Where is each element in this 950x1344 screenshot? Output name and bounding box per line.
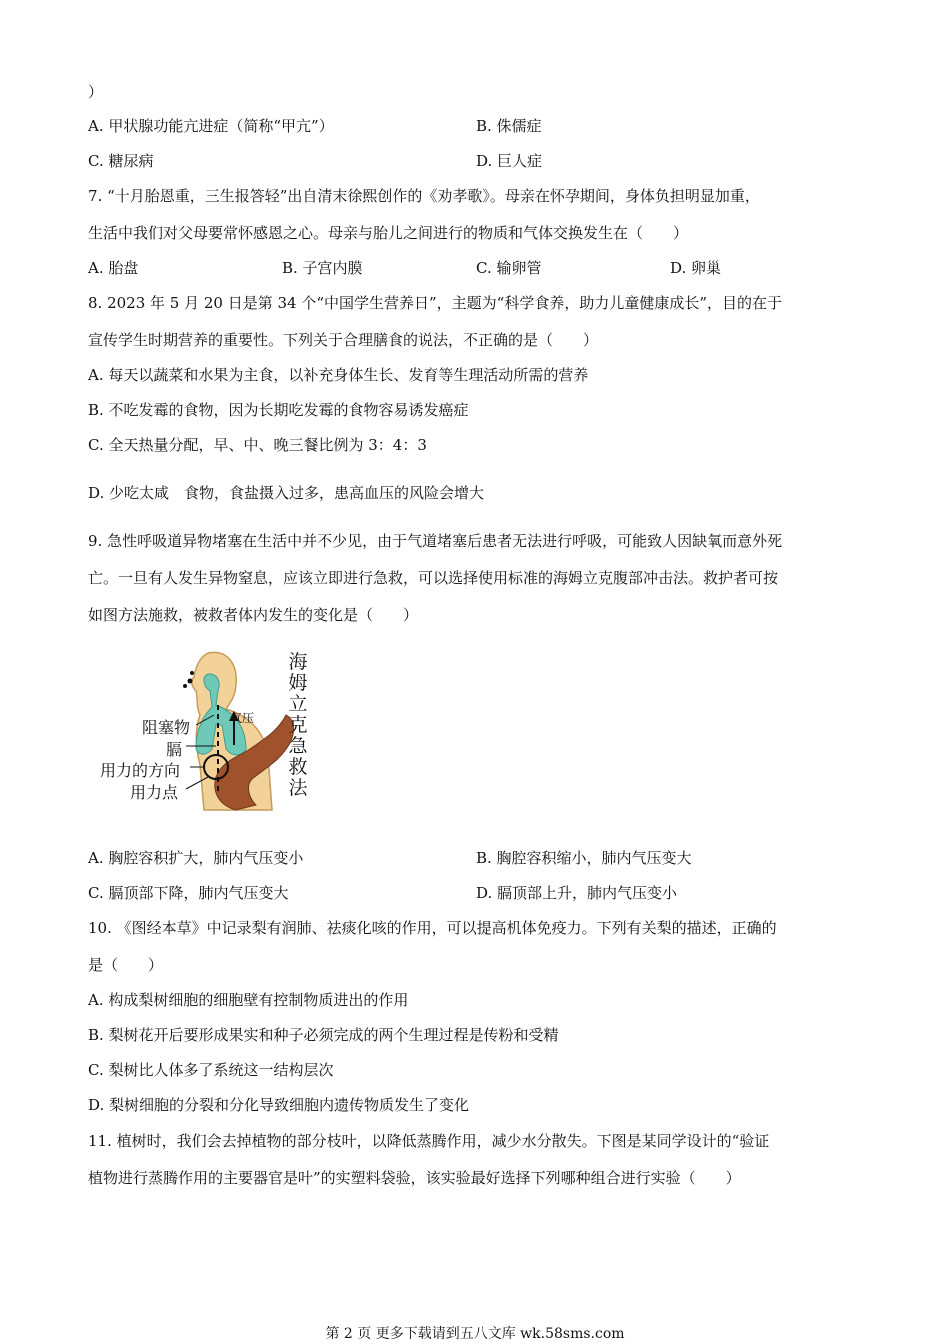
obstruction-dot — [188, 679, 193, 684]
label-obstruction: 阻塞物 — [142, 718, 191, 737]
q9-stem-line3: 如图方法施救，被救者体内发生的变化是（ ） — [88, 606, 419, 624]
q11-stem-line2: 植物进行蒸腾作用的主要器官是叶”的实塑料袋验，该实验最好选择下列哪种组合进行实验（ ） — [88, 1169, 741, 1187]
title-char: 姆 — [288, 672, 308, 694]
q8-stem-line2: 宣传学生时期营养的重要性。下列关于合理膳食的说法，不正确的是（ ） — [88, 331, 599, 349]
label-force-point: 用力点 — [130, 783, 179, 802]
q8-stem-line1: 8. 2023 年 5 月 20 日是第 34 个“中国学生营养日”，主题为“科学食养，助力儿童健康成长”，目的在于 — [88, 294, 783, 312]
title-char: 克 — [288, 714, 308, 736]
title-char: 救 — [288, 756, 308, 778]
q9-option-d: D. 膈顶部上升，肺内气压变小 — [476, 884, 678, 902]
label-force-direction: 用力的方向 — [100, 761, 181, 780]
q9-stem-line1: 9. 急性呼吸道异物堵塞在生活中并不少见，由于气道堵塞后患者无法进行呼吸，可能致人因缺氧而意外死 — [88, 532, 783, 550]
obstruction-dot — [183, 684, 187, 688]
q7-stem-line2: 生活中我们对父母要常怀感恩之心。母亲与胎儿之间进行的物质和气体交换发生在（ ） — [88, 224, 689, 242]
q11-stem-line1: 11. 植树时，我们会去掉植物的部分枝叶，以降低蒸腾作用，减少水分散失。下图是某同学设计的“验证 — [88, 1132, 770, 1150]
q10-stem-line2: 是（ ） — [88, 956, 164, 974]
title-char: 立 — [288, 693, 308, 715]
q7-stem-line1: 7. “十月胎恩重，三生报答轻”出自清末徐熙创作的《劝孝歌》。母亲在怀孕期间，身体负担明显加重， — [88, 187, 760, 205]
q6-stem-end: ） — [88, 83, 104, 101]
q7-option-a: A. 胎盘 — [88, 259, 139, 277]
q9-option-c: C. 膈顶部下降，肺内气压变大 — [88, 884, 289, 902]
obstruction-dot — [190, 671, 194, 675]
title-char: 法 — [288, 777, 308, 799]
pressure-label: 气压 — [230, 711, 255, 725]
q8-option-d: D. 少吃太咸 食物，食盐摄入过多，患高血压的风险会增大 — [88, 484, 485, 502]
q6-option-c: C. 糖尿病 — [88, 152, 154, 170]
q10-option-b: B. 梨树花开后要形成果实和种子必须完成的两个生理过程是传粉和受精 — [88, 1026, 559, 1044]
q6-option-b: B. 侏儒症 — [476, 117, 542, 135]
q9-option-a: A. 胸腔容积扩大，肺内气压变小 — [88, 849, 304, 867]
figure-vertical-title — [286, 652, 310, 799]
q9-stem-line2: 亡。一旦有人发生异物窒息，应该立即进行急救，可以选择使用标准的海姆立克腹部冲击法。救护者可按 — [88, 569, 779, 587]
label-diaphragm: 膈 — [166, 740, 183, 759]
q8-option-a: A. 每天以蔬菜和水果为主食，以补充身体生长、发育等生理活动所需的营养 — [88, 366, 589, 384]
q8-option-b: B. 不吃发霉的食物，因为长期吃发霉的食物容易诱发癌症 — [88, 401, 469, 419]
q10-option-c: C. 梨树比人体多了系统这一结构层次 — [88, 1061, 334, 1079]
q6-option-d: D. 巨人症 — [476, 152, 543, 170]
q6-option-a: A. 甲状腺功能亢进症（简称“甲亢”） — [88, 117, 334, 135]
q7-option-d: D. 卵巢 — [670, 259, 722, 277]
q8-option-c: C. 全天热量分配，早、中、晚三餐比例为 3：4：3 — [88, 436, 427, 454]
q7-option-c: C. 输卵管 — [476, 259, 542, 277]
q10-option-d: D. 梨树细胞的分裂和分化导致细胞内遗传物质发生了变化 — [88, 1096, 470, 1114]
q10-option-a: A. 构成梨树细胞的细胞壁有控制物质进出的作用 — [88, 991, 409, 1009]
q7-option-b: B. 子宫内膜 — [282, 259, 363, 277]
title-char: 海 — [288, 651, 308, 673]
q10-stem-line1: 10. 《图经本草》中记录梨有润肺、祛痰化咳的作用，可以提高机体免疫力。下列有关梨的描述，正确的 — [88, 919, 777, 937]
page-footer: 第 2 页 更多下载请到五八文库 wk.58sms.com — [325, 1326, 625, 1342]
q9-option-b: B. 胸腔容积缩小，肺内气压变大 — [476, 849, 692, 867]
title-char: 急 — [288, 735, 308, 757]
